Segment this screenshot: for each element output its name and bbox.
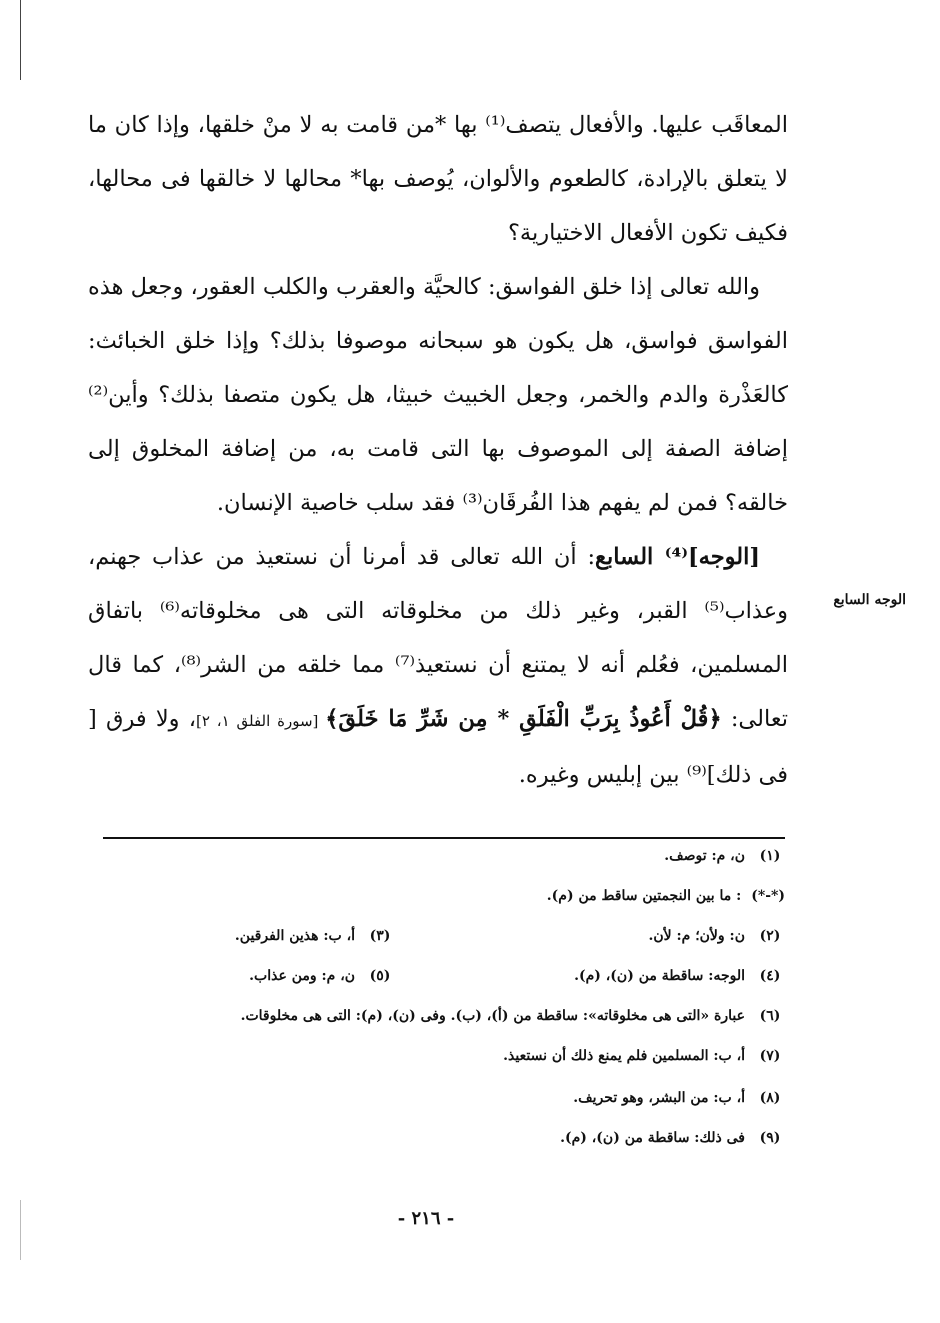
paragraph-2: والله تعالى إذا خلق الفواسق: كالحيَّة والعقرب والكلب العقور، وجعل هذه الفواسق فواسق، هل يكون هو سبحانه موصوفا بذلك؟ وإذا خلق الخبائث: كالعَذْرة والدم والخمر، وجعل الخبيث خبيثا، هل يكون متصفا بذلك؟ وأين⁽²⁾ إضافة الصفة إلى الموصوف بها التى قامت به، من إضافة المخلوق إلى خالقه؟ فمن لم يفهم هذا الفُرقَان⁽³⁾ فقد سلب خاصية الإنسان. [88,274,788,516]
footnote-text: : ما بين النجمتين ساقط من (م). [546,888,742,904]
binding-edge-line [20,0,21,80]
footnote-5 [249,968,395,984]
footnote-number: (٧) [759,1048,781,1064]
footnote-6 [241,1008,785,1024]
footnote-number: (٩) [759,1130,781,1146]
footnote-text: فى ذلك: ساقطة من (ن)، (م). [560,1130,745,1146]
footnote-number: (٣) [369,928,391,944]
footnote-star [547,888,785,904]
footnote-3 [235,928,395,944]
footnote-divider [103,837,785,839]
footnote-text: أ، ب: هذين الفرقين. [234,928,355,944]
footnote-number: (٦) [759,1008,781,1024]
margin-note: الوجه السابع [833,592,906,608]
paragraph-1: المعاقَب عليها. والأفعال يتصف⁽¹⁾ بها *من قامت به لا منْ خلقها، وإذا كان ما لا يتعلق بالإرادة، كالطعوم والألوان، يُوصف بها* محالها لا خالقها فى محالها، فكيف تكون الأفعال الاختيارية؟ [88,112,788,246]
footnote-text: أ، ب: المسلمين فلم يمنع ذلك أن نستعيذ. [503,1048,745,1064]
page-number: - ٢١٦ - [397,1208,455,1229]
footnote-number: (٢) [759,928,781,944]
footnote-number: (٨) [759,1090,781,1106]
binding-edge-line-lower [20,1200,21,1260]
footnote-text: ن، م: توصف. [664,848,745,864]
section-heading: [الوجه]⁽⁴⁾ السابع [595,544,761,570]
footnote-4 [574,968,785,984]
footnote-text: الوجه: ساقطة من (ن)، (م). [574,968,745,984]
quran-quote: ﴿قُلْ أَعُوذُ بِرَبِّ الْفَلَقِ * مِن شَرِّ مَا خَلَقَ﴾ [325,706,722,732]
footnote-2 [648,928,785,944]
footnote-text: أ، ب: من البشر، وهو تحريف. [573,1090,745,1106]
paragraph-3 [88,530,788,802]
footnote-number: (١) [759,848,781,864]
footnote-number: (٤) [759,968,781,984]
footnote-text: ن، م: ومن عذاب. [249,968,355,984]
main-text-body [88,98,788,802]
footnote-number: (*-*) [751,888,785,904]
paragraph-3-part-b: ، ولا فرق [ فى ذلك]⁽⁹⁾ بين إبليس وغيره. [88,706,788,788]
footnote-number: (٥) [369,968,391,984]
footnote-text: ن: ولأن؛ م: لأن. [648,928,745,944]
paragraph-3-part-a: : أن الله تعالى قد أمرنا أن نستعيذ من عذاب جهنم، وعذاب⁽⁵⁾ القبر، وغير ذلك من مخلوقاته التى هى مخلوقاته⁽⁶⁾ باتفاق المسلمين، فعُلم أنه لا يمتنع أن نستعيذ⁽⁷⁾ مما خلقه من الشر⁽⁸⁾، كما قال تعالى: [88,544,788,732]
footnote-1 [664,848,785,864]
footnote-8 [573,1090,785,1106]
footnote-text: عبارة «التى هى مخلوقاته»: ساقطة من (أ)، (ب). وفى (ن)، (م): التى هى مخلوقات. [240,1008,745,1024]
quran-reference: [سورة الفلق ١، ٢] [196,712,326,730]
footnote-7 [503,1048,785,1064]
footnote-9 [560,1130,785,1146]
